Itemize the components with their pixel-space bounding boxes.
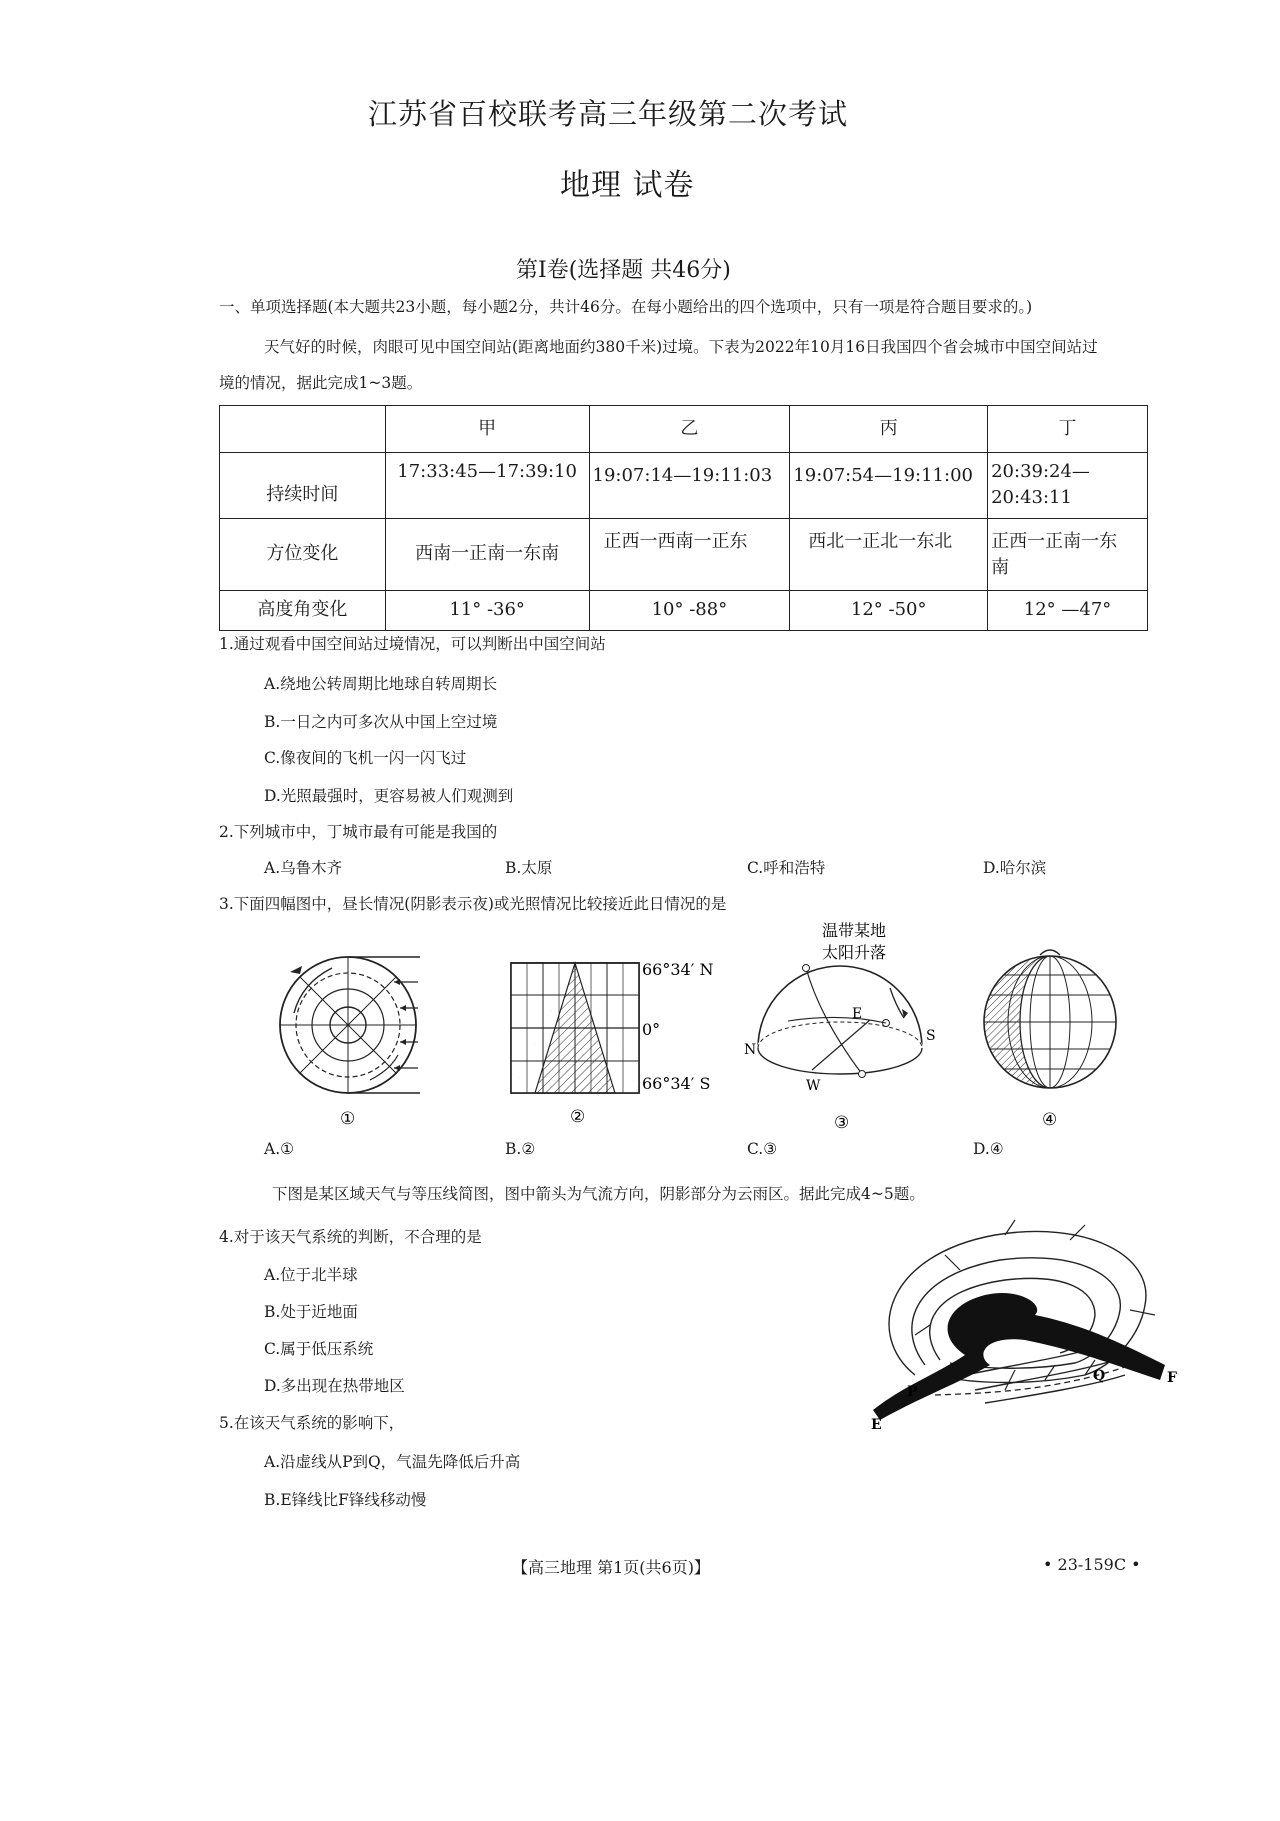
- figure-label: ①: [340, 1109, 356, 1125]
- row-label: 方位变化: [220, 519, 386, 591]
- table-cell: 12° -50°: [790, 591, 988, 631]
- table-cell: 19:07:54—19:11:00: [790, 453, 988, 519]
- q4-option-b: B.处于近地面: [264, 1303, 358, 1321]
- table-cell: 11° -36°: [385, 591, 589, 631]
- q2-option-b: B.太原: [505, 859, 553, 877]
- fig3-title-line1: 温带某地: [822, 921, 887, 940]
- q5-option-a: A.沿虚线从P到Q，气温先降低后升高: [264, 1453, 521, 1471]
- table-cell: 12° —47°: [988, 591, 1148, 631]
- table-cell: 西北一正北一东北: [790, 519, 988, 591]
- space-station-table: [219, 405, 1148, 631]
- map-label-p: P: [907, 1384, 918, 1400]
- figure-label: ④: [1042, 1110, 1058, 1130]
- q1-option-b: B.一日之内可多次从中国上空过境: [264, 713, 498, 731]
- table-cell: 17:33:45—17:39:10: [385, 453, 589, 519]
- q1-option-d: D.光照最强时，更容易被人们观测到: [264, 787, 514, 805]
- q1-option-a: A.绕地公转周期比地球自转周期长: [264, 675, 498, 693]
- table-cell: 20:39:24— 20:43:11: [988, 453, 1148, 519]
- table-header: 甲: [385, 406, 589, 453]
- lat-label-south: 66°34′ S: [642, 1074, 711, 1093]
- figure-label: ③: [834, 1113, 850, 1133]
- table-cell: 西南一正南一东南: [385, 519, 589, 591]
- q1-option-c: C.像夜间的飞机一闪一闪飞过: [264, 749, 467, 767]
- q2-option-c: C.呼和浩特: [747, 859, 826, 877]
- table-row: [220, 591, 1148, 631]
- table-row: [220, 453, 1148, 519]
- figure-2-grid: [505, 955, 720, 1125]
- passage2: 下图是某区域天气与等压线简图，图中箭头为气流方向，阴影部分为云雨区。据此完成4~5题。: [272, 1185, 925, 1203]
- q4-option-c: C.属于低压系统: [264, 1340, 374, 1358]
- section-heading: 第Ⅰ卷(选择题 共46分): [516, 258, 731, 283]
- table-header: 丁: [988, 406, 1148, 453]
- table-header: 乙: [589, 406, 790, 453]
- figure-4-globe: [980, 945, 1130, 1130]
- lat-label-equator: 0°: [642, 1020, 661, 1039]
- table-header: 丙: [790, 406, 988, 453]
- q3-option-d: D.④: [973, 1140, 1004, 1158]
- map-label-f: F: [1167, 1370, 1177, 1386]
- map-label-q: Q: [1093, 1368, 1106, 1384]
- lat-label-north: 66°34′ N: [642, 960, 714, 979]
- fig3-label-s: S: [926, 1028, 936, 1044]
- q3-option-c: C.③: [747, 1140, 778, 1158]
- table-cell: 10° -88°: [589, 591, 790, 631]
- passage1-line2: 境的情况，据此完成1~3题。: [219, 374, 423, 392]
- q5-stem: 5.在该天气系统的影响下，: [219, 1414, 405, 1432]
- fig3-label-e: E: [852, 1006, 863, 1022]
- row-label: 持续时间: [220, 453, 386, 519]
- instructions: 一、单项选择题(本大题共23小题，每小题2分，共计46分。在每小题给出的四个选项中，只有一项是符合题目要求的。): [219, 298, 1033, 316]
- row-label: 高度角变化: [220, 591, 386, 631]
- table-cell: 正西一西南一正东: [589, 519, 790, 591]
- figure-3-sun-path: [740, 918, 940, 1133]
- table-row: [220, 519, 1148, 591]
- table-header: [220, 406, 386, 453]
- q3-stem: 3.下面四幅图中，昼长情况(阴影表示夜)或光照情况比较接近此日情况的是: [219, 895, 727, 913]
- q2-stem: 2.下列城市中，丁城市最有可能是我国的: [219, 823, 498, 841]
- figure-label: ②: [570, 1107, 586, 1125]
- q2-option-d: D.哈尔滨: [983, 859, 1047, 877]
- table-header-row: [220, 406, 1148, 453]
- q3-option-a: A.①: [264, 1140, 295, 1158]
- q2-option-a: A.乌鲁木齐: [264, 859, 343, 877]
- q4-option-a: A.位于北半球: [264, 1266, 358, 1284]
- q1-stem: 1.通过观看中国空间站过境情况，可以判断出中国空间站: [219, 635, 606, 653]
- subject-title: 地理 试卷: [560, 168, 695, 203]
- page-footer: 【高三地理 第1页(共6页)】: [512, 1558, 710, 1577]
- page-code: • 23-159C •: [1043, 1555, 1141, 1574]
- table-cell: 正西一正南一东 南: [988, 519, 1148, 591]
- figure-1-polar: [270, 950, 445, 1125]
- map-label-e: E: [871, 1417, 882, 1430]
- fig3-title-line2: 太阳升落: [822, 943, 887, 962]
- weather-map: [855, 1215, 1185, 1430]
- passage1-line1: 天气好的时候，肉眼可见中国空间站(距离地面约380千米)过境。下表为2022年10月16日我国四个省会城市中国空间站过: [264, 338, 1098, 356]
- q3-option-b: B.②: [505, 1140, 536, 1158]
- table-cell: 19:07:14—19:11:03: [589, 453, 790, 519]
- q4-stem: 4.对于该天气系统的判断，不合理的是: [219, 1228, 482, 1246]
- exam-title: 江苏省百校联考高三年级第二次考试: [368, 97, 849, 131]
- q4-option-d: D.多出现在热带地区: [264, 1377, 405, 1395]
- fig3-label-n: N: [744, 1042, 757, 1058]
- q5-option-b: B.E锋线比F锋线移动慢: [264, 1491, 427, 1509]
- fig3-label-w: W: [806, 1078, 821, 1094]
